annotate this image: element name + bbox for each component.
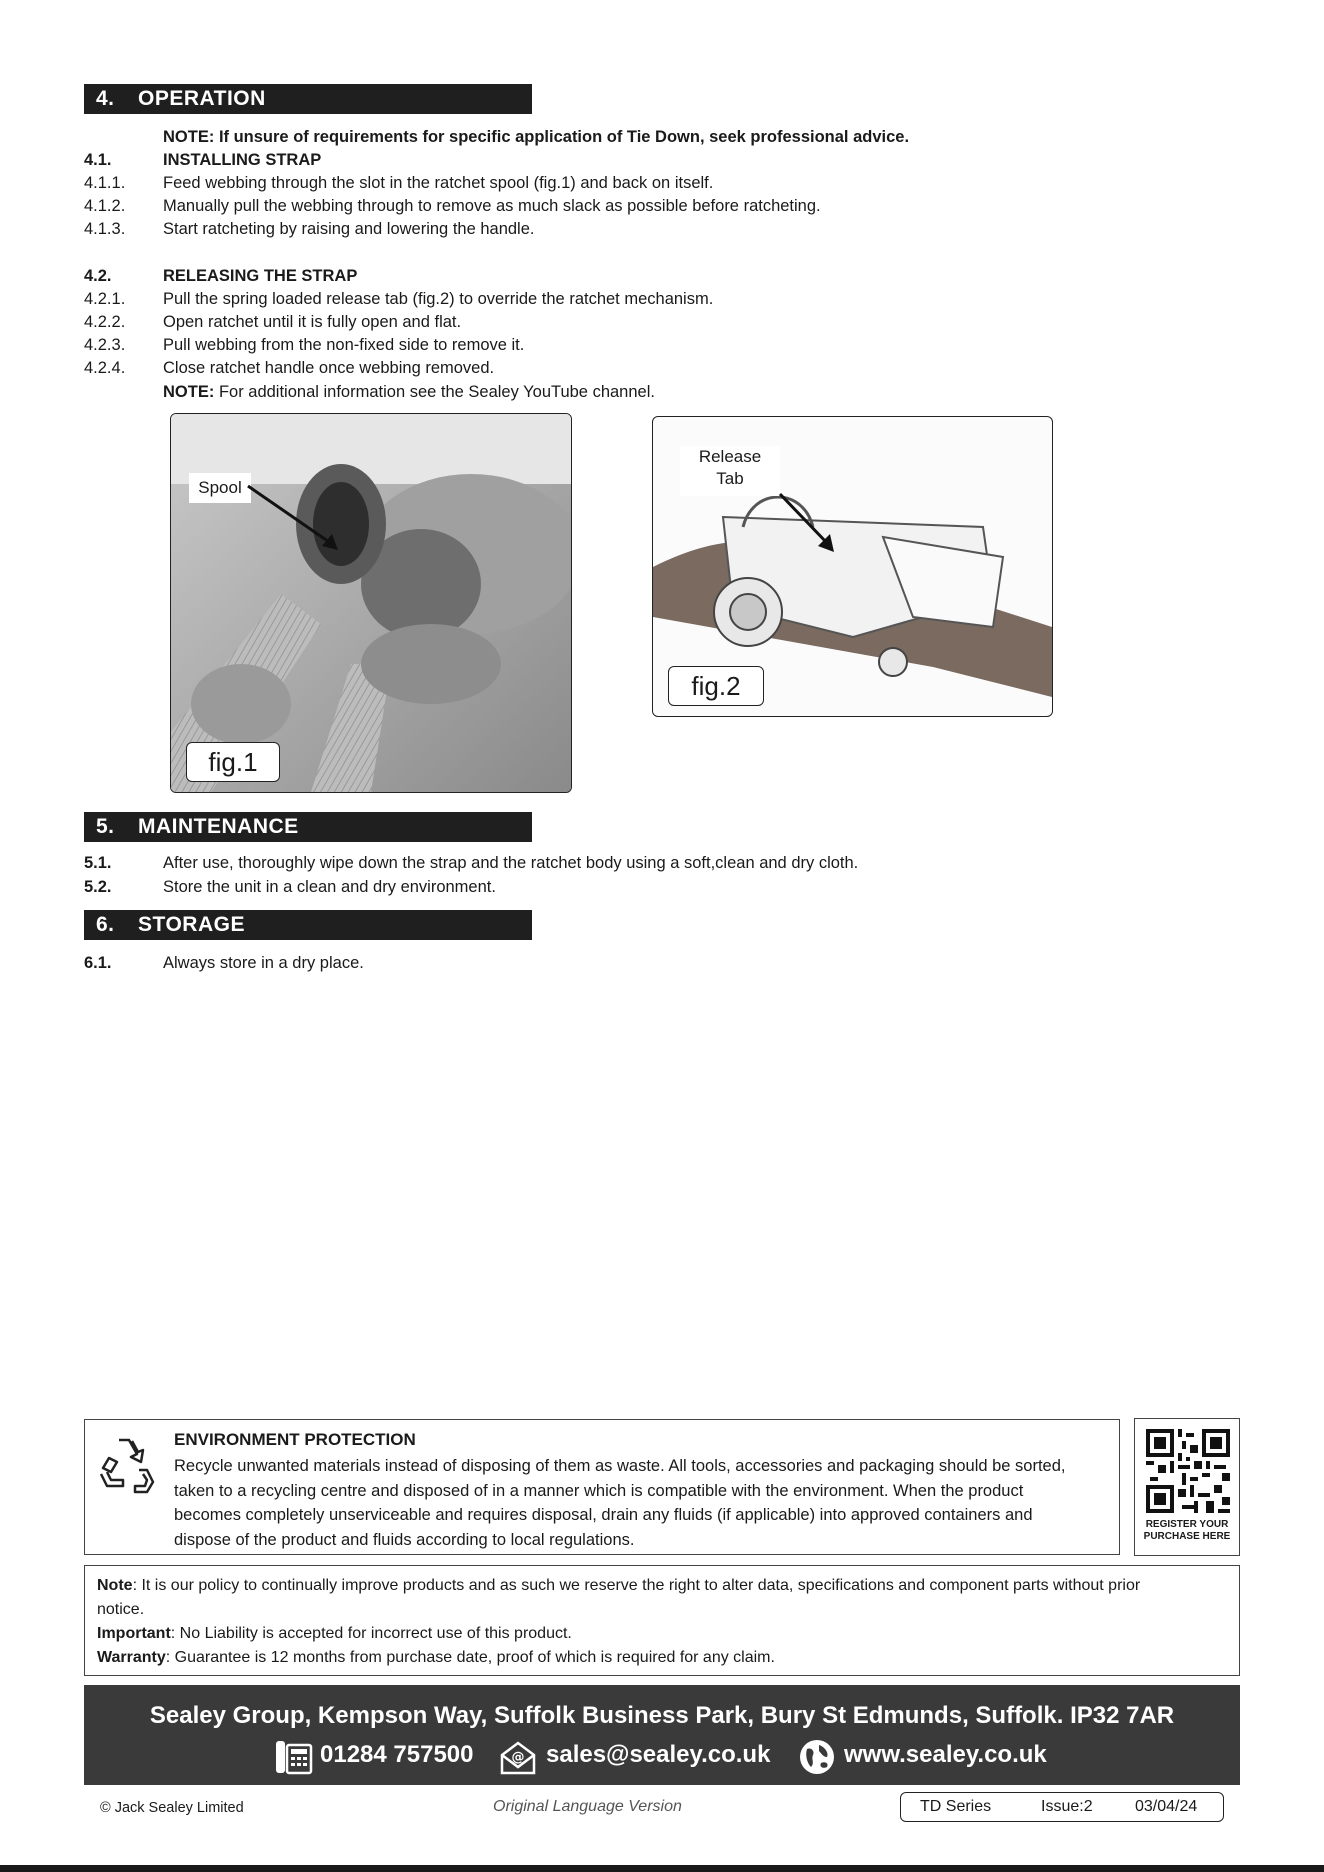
fig1-photo xyxy=(170,413,572,793)
fig1-label: fig.1 xyxy=(186,742,280,782)
item-text: After use, thoroughly wipe down the strap and the ratchet body using a soft,clean and dry cloth. xyxy=(163,854,859,872)
email-icon xyxy=(498,1737,538,1777)
important-note xyxy=(97,1622,1227,1646)
section-4-title: OPERATION xyxy=(138,87,266,110)
spool-arrow-icon xyxy=(244,478,344,558)
release-tab-arrow-icon xyxy=(776,490,846,560)
section-title: RELEASING THE STRAP xyxy=(163,267,358,285)
item-text: Pull webbing from the non-fixed side to remove it. xyxy=(163,336,525,354)
section-4-heading xyxy=(84,84,532,114)
fig2-label: fig.2 xyxy=(668,666,764,706)
item-text: Store the unit in a clean and dry environment. xyxy=(163,878,496,896)
section-5-heading xyxy=(84,812,532,842)
item-number: 4.2.1. xyxy=(84,290,126,308)
register-purchase-qr[interactable] xyxy=(1134,1418,1240,1556)
environment-text xyxy=(174,1454,1104,1552)
environment-protection-box xyxy=(84,1419,1120,1555)
environment-line: taken to a recycling centre and disposed of in a manner which is compatible with the environment. When the product xyxy=(174,1481,1024,1500)
section-5-title: MAINTENANCE xyxy=(138,815,299,838)
section-6-number: 6. xyxy=(96,913,115,936)
legal-notes-box xyxy=(84,1565,1240,1676)
qr-code-icon[interactable] xyxy=(1146,1429,1230,1513)
policy-note-cont: notice. xyxy=(97,1601,145,1618)
item-text: Feed webbing through the slot in the ratchet spool (fig.1) and back on itself. xyxy=(163,174,714,192)
item-number: 4.2.4. xyxy=(84,359,126,377)
item-number: 5.2. xyxy=(84,878,112,896)
section-4-number: 4. xyxy=(96,87,115,110)
item-number: 4.1.1. xyxy=(84,174,126,192)
item-text: Always store in a dry place. xyxy=(163,954,364,972)
qr-caption xyxy=(1135,1519,1239,1543)
environment-title: ENVIRONMENT PROTECTION xyxy=(174,1430,416,1449)
environment-line: becomes completely unserviceable and requires disposal, drain any fluids (if applicable) into approved containers and xyxy=(174,1506,1033,1524)
note-prefix: NOTE: xyxy=(163,128,215,146)
item-number: 4.1.3. xyxy=(84,220,126,238)
item-number: 5.1. xyxy=(84,854,112,872)
item-text: Start ratcheting by raising and lowering the handle. xyxy=(163,220,535,238)
phone-number[interactable]: 01284 757500 xyxy=(320,1741,474,1768)
page-bottom-edge xyxy=(0,1865,1324,1872)
callout-line: Tab xyxy=(716,469,744,488)
section-6-heading xyxy=(84,910,532,940)
phone-icon xyxy=(274,1737,314,1777)
item-number: 6.1. xyxy=(84,954,112,972)
note-text: If unsure of requirements for specific application of Tie Down, seek professional advice. xyxy=(218,128,910,146)
note-prefix: NOTE: xyxy=(163,383,215,401)
item-number: 4.2.3. xyxy=(84,336,126,354)
item-text: Open ratchet until it is fully open and flat. xyxy=(163,313,462,331)
warranty-label: Warranty xyxy=(97,1649,166,1666)
item-text: Close ratchet handle once webbing removed. xyxy=(163,359,495,377)
qr-caption-line: REGISTER YOUR xyxy=(1145,1519,1229,1530)
note-text: : It is our policy to continually improve products and as such we reserve the right to alter data, specifications and component parts without prior xyxy=(132,1577,1141,1594)
issue-date: 03/04/24 xyxy=(1135,1798,1198,1815)
important-text: : No Liability is accepted for incorrect use of this product. xyxy=(170,1625,572,1642)
spool-callout: Spool xyxy=(189,473,251,503)
section-6-title: STORAGE xyxy=(138,913,245,936)
spool-hand-illustration xyxy=(171,414,571,792)
section-5-number: 5. xyxy=(96,815,115,838)
warranty-text: : Guarantee is 12 months from purchase date, proof of which is required for any claim. xyxy=(165,1649,775,1666)
contact-bar xyxy=(84,1685,1240,1785)
issue-label: Issue:2 xyxy=(1041,1798,1093,1815)
document-meta-box xyxy=(900,1792,1224,1822)
callout-line: Release xyxy=(698,447,762,466)
note-label: Note xyxy=(97,1577,133,1594)
qr-caption-line: PURCHASE HERE xyxy=(1143,1531,1231,1542)
email-link[interactable]: sales@sealey.co.uk xyxy=(546,1741,771,1768)
series-label: TD Series xyxy=(920,1798,992,1815)
note-text: For additional information see the Sealey YouTube channel. xyxy=(218,383,655,401)
environment-line: dispose of the product and fluids according to local regulations. xyxy=(174,1530,635,1549)
recycle-icon xyxy=(95,1434,159,1498)
policy-note xyxy=(97,1574,1227,1598)
section-number: 4.1. xyxy=(84,151,112,169)
item-number: 4.2.2. xyxy=(84,313,126,331)
warranty-note xyxy=(97,1646,1227,1670)
item-text: Manually pull the webbing through to remove as much slack as possible before ratcheting. xyxy=(163,197,821,215)
section-title: INSTALLING STRAP xyxy=(163,151,322,169)
company-address: Sealey Group, Kempson Way, Suffolk Business Park, Bury St Edmunds, Suffolk. IP32 7AR xyxy=(149,1702,1175,1729)
copyright-text: © Jack Sealey Limited xyxy=(100,1800,244,1816)
important-label: Important xyxy=(97,1625,171,1642)
item-number: 4.1.2. xyxy=(84,197,126,215)
item-text: Pull the spring loaded release tab (fig.2) to override the ratchet mechanism. xyxy=(163,290,714,308)
globe-icon xyxy=(797,1737,837,1777)
release-tab-callout xyxy=(680,446,780,496)
svg-text:@: @ xyxy=(511,1750,525,1765)
language-version: Original Language Version xyxy=(493,1798,682,1815)
section-number: 4.2. xyxy=(84,267,112,285)
website-link[interactable]: www.sealey.co.uk xyxy=(844,1741,1047,1768)
environment-line: Recycle unwanted materials instead of disposing of them as waste. All tools, accessories and packaging should be sorted, xyxy=(174,1457,1066,1475)
